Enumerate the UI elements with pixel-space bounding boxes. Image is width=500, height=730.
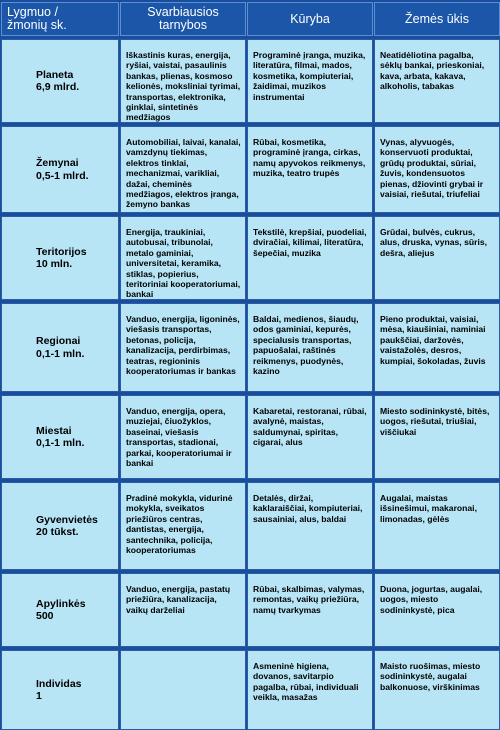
agriculture-cell: Maisto ruošimas, miesto sodininkystė, augalai balkonuose, virškinimas	[374, 650, 500, 730]
creation-cell: Kabaretai, restoranai, rūbai, avalynė, maistas, saldumynai, spiritas, cigarai, alus	[247, 395, 373, 479]
creation-cell: Rūbai, skalbimas, valymas, remontas, vaikų priežiūra, namų tvarkymas	[247, 573, 373, 647]
level-name: Miestai	[36, 424, 72, 437]
level-cell	[1, 395, 119, 479]
header-services-line1: Svarbiausios	[147, 5, 219, 19]
level-cell	[1, 216, 119, 300]
header-creation: Kūryba	[247, 2, 373, 36]
agriculture-cell: Augalai, maistas išsinešimui, makaronai, limonadas, gėlės	[374, 482, 500, 570]
level-name: Gyvenvietės	[36, 513, 98, 526]
creation-cell: Asmeninė higiena, dovanos, savitarpio pagalba, rūbai, individuali veikla, masažas	[247, 650, 373, 730]
level-population: 1	[36, 690, 42, 702]
agriculture-cell: Duona, jogurtas, augalai, uogos, miesto sodininkystė, pica	[374, 573, 500, 647]
level-cell	[1, 650, 119, 730]
header-agriculture: Žemės ūkis	[374, 2, 500, 36]
creation-cell: Detalės, diržai, kaklaraiščiai, kompiuteriai, sausainiai, alus, baldai	[247, 482, 373, 570]
header-level-line2: žmonių sk.	[7, 18, 67, 32]
level-name: Individas	[36, 677, 82, 690]
services-cell: Iškastinis kuras, energija, ryšiai, vaistai, pasaulinis bankas, plienas, kosmoso kelionės, moksliniai tyrimai, transportas, elektronika, ginklai, sintetinės medžiagos	[120, 39, 246, 123]
header-services-line2: tarnybos	[159, 18, 207, 32]
level-cell	[1, 482, 119, 570]
header-services	[120, 2, 246, 36]
creation-cell: Tekstilė, krepšiai, puodeliai, dviračiai, kilimai, literatūra, šepečiai, muzika	[247, 216, 373, 300]
level-name: Žemynai	[36, 157, 79, 169]
agriculture-cell: Neatidėliotina pagalba, sėklų bankai, prieskoniai, kava, arbata, kakava, alkoholis, tabakas	[374, 39, 500, 123]
level-population: 10 mln.	[36, 258, 73, 270]
services-cell: Pradinė mokykla, vidurinė mokykla, sveikatos priežiūros centras, dantistas, energija, santechnika, policija, kooperatoriumas	[120, 482, 246, 570]
level-population: 0,5-1 mlrd.	[36, 169, 89, 182]
services-cell: Automobiliai, laivai, kanalai, vamzdynų tiekimas, elektros tinklai, mechanizmai, varikliai, dažai, cheminės medžiagos, elektros įranga, žemyno bankas	[120, 126, 246, 213]
creation-cell: Baldai, medienos, šiaudų, odos gaminiai, kepurės, specialusis transportas, papuošalai, raštinės reikmenys, puodynės, kazino	[247, 303, 373, 392]
services-cell: Vanduo, energija, opera, muziejai, čiuožyklos, baseinai, viešasis transportas, stadionai, parkai, kooperatoriumai ir bankai	[120, 395, 246, 479]
agriculture-cell: Grūdai, bulvės, cukrus, alus, druska, vynas, sūris, dešra, aliejus	[374, 216, 500, 300]
agriculture-cell: Vynas, alyvuogės, konservuoti produktai, grūdų produktai, sūriai, žuvis, kondensuotos pienas, džiovinti grybai ir vaisiai, riešutai, triufeliai	[374, 126, 500, 213]
creation-cell: Programinė įranga, muzika, literatūra, filmai, mados, kosmetika, kompiuteriai, žaidimai, muzikos instrumentai	[247, 39, 373, 123]
level-population: 0,1-1 mln.	[36, 347, 85, 360]
header-level-line1: Lygmuo /	[7, 5, 58, 19]
level-name: Apylinkės	[36, 597, 86, 610]
header-level	[1, 2, 119, 36]
services-cell	[120, 650, 246, 730]
services-cell: Vanduo, energija, ligoninės, viešasis transportas, betonas, policija, kanalizacija, perdirbimas, teatras, regioninis kooperatoriumas ir bankas	[120, 303, 246, 392]
services-cell: Vanduo, energija, pastatų priežiūra, kanalizacija, vaikų darželiai	[120, 573, 246, 647]
level-cell	[1, 126, 119, 213]
creation-cell: Rūbai, kosmetika, programinė įranga, cirkas, namų apyvokos reikmenys, muzika, teatro trupės	[247, 126, 373, 213]
agriculture-cell: Pieno produktai, vaisiai, mėsa, kiaušiniai, naminiai paukščiai, daržovės, vaistažolės, desros, kumpiai, šokoladas, žuvis	[374, 303, 500, 392]
services-cell: Energija, traukiniai, autobusai, tribunolai, metalo gaminiai, universitetai, keramika, stiklas, popierius, teritoriniai kooperatoriumai, bankai	[120, 216, 246, 300]
level-name: Teritorijos	[36, 245, 87, 258]
level-population: 0,1-1 mln.	[36, 437, 85, 449]
agriculture-cell: Miesto sodininkystė, bitės, uogos, riešutai, triušiai, viščiukai	[374, 395, 500, 479]
level-cell	[1, 39, 119, 123]
level-population: 20 tūkst.	[36, 526, 79, 538]
level-name: Regionai	[36, 335, 81, 347]
level-cell	[1, 573, 119, 647]
level-population: 6,9 mlrd.	[36, 81, 80, 93]
level-name: Planeta	[36, 68, 74, 81]
level-population: 500	[36, 610, 54, 622]
level-cell	[1, 303, 119, 392]
